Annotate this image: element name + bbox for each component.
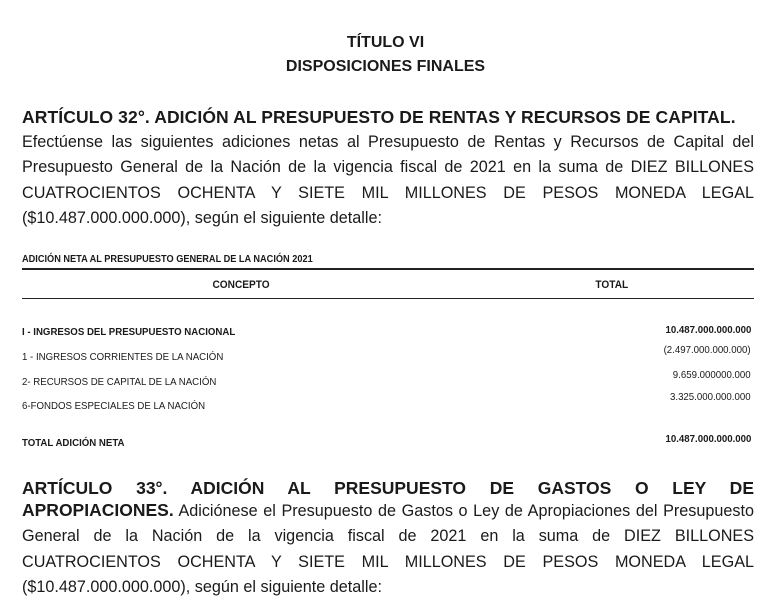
table-row-value: (2.497.000.000.000) [663, 344, 751, 356]
title-line-2: DISPOSICIONES FINALES [285, 58, 486, 75]
table-total-value: 10.487.000.000.000 [665, 433, 751, 445]
table-row-value: 9.659.000000.000 [673, 369, 751, 381]
table-top-rule [22, 268, 754, 270]
table-row-label: 1 - INGRESOS CORRIENTES DE LA NACIÓN [22, 351, 224, 363]
table-row-value: 10.487.000.000.000 [665, 324, 751, 336]
table-total-label: TOTAL ADICIÓN NETA [22, 437, 125, 449]
table-row-value: 3.325.000.000.000 [670, 391, 751, 403]
table-header-rule [22, 298, 754, 299]
article-33-text: Adiciónese el Presupuesto de Gastos o Ley de Apropiaciones del Presupuesto General de la Nación de la vigencia fiscal de 2021 en la suma de DIEZ BILLONES CUATROCIENTOS OCHENTA Y SIETE MIL MILLONES DE PESOS MONEDA LEGAL ($10.487.000.000.000), según el siguiente detalle: [22, 502, 754, 597]
table-row-label: 2- RECURSOS DE CAPITAL DE LA NACIÓN [22, 376, 217, 388]
title-line-1: TÍTULO VI [346, 34, 425, 51]
column-header-concept: CONCEPTO [212, 279, 270, 291]
table-row-label: 6-FONDOS ESPECIALES DE LA NACIÓN [22, 400, 206, 412]
article-32-body: Efectúense las siguientes adiciones netas al Presupuesto de Rentas y Recursos de Capital del Presupuesto General de la Nación de la vigencia fiscal de 2021 en la suma de DIEZ BILLONES CUATROCIENTOS OCHENTA Y SIETE MIL MILLONES DE PESOS MONEDA LEGAL ($10.487.000.000.000), según el siguiente detalle: [22, 133, 754, 228]
article-33-body [22, 498, 754, 601]
table-row-label: I - INGRESOS DEL PRESUPUESTO NACIONAL [22, 326, 236, 338]
table-caption: ADICIÓN NETA AL PRESUPUESTO GENERAL DE LA NACIÓN 2021 [22, 254, 313, 265]
article-32-heading: ARTÍCULO 32°. ADICIÓN AL PRESUPUESTO DE RENTAS Y RECURSOS DE CAPITAL. [22, 107, 736, 127]
column-header-total: TOTAL [595, 279, 629, 291]
article-33-heading-cont: APROPIACIONES. [22, 500, 174, 520]
article-33-heading: ARTÍCULO 33°. ADICIÓN AL PRESUPUESTO DE GASTOS O LEY DE [22, 478, 754, 498]
